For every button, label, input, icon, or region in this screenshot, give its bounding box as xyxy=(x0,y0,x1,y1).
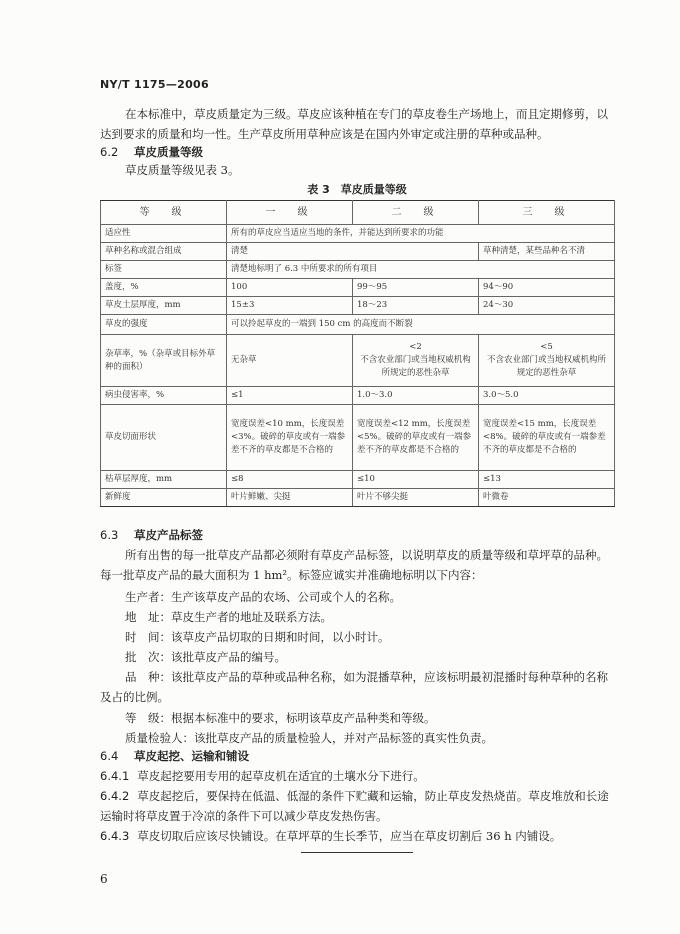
table-cell: 叶微卷 xyxy=(479,489,615,507)
section-6-3-paragraph: 所有出售的每一批草皮产品都必须附有草皮产品标签，以说明草皮的质量等级和草坪草的品种。每一批草皮产品的最大面积为 1 hm²。标签应诚实并准确地标明以下内容： xyxy=(100,548,608,582)
label-item: 时 间：该草皮产品切取的日期和时间，以小时计。 xyxy=(125,630,390,644)
table-cell: ≤10 xyxy=(353,471,479,489)
table-row xyxy=(101,297,615,315)
table-cell: 18～23 xyxy=(353,297,479,315)
header-cell: 二 级 xyxy=(353,201,479,225)
row-label: 新鲜度 xyxy=(101,489,227,507)
subsection-number: 6.4.2 xyxy=(100,789,130,803)
row-label: 杂草率，%（杂草或目标外草种的面积） xyxy=(101,335,227,387)
table-cell: 94～90 xyxy=(479,279,615,297)
row-label: 草皮土层厚度，mm xyxy=(101,297,227,315)
subsection-6-4-2 xyxy=(100,786,614,826)
table-row xyxy=(101,261,615,279)
table-cell: 草种清楚，某些品种名不清 xyxy=(479,243,615,261)
table-row xyxy=(101,387,615,405)
subsection-6-4-1 xyxy=(100,766,614,786)
subsection-text: 草皮起挖后，要保持在低温、低湿的条件下贮藏和运输，防止草皮发热烧苗。草皮堆放和长途运输时将草皮置于冷凉的条件下可以减少草皮发热伤害。 xyxy=(100,789,609,823)
table-cell: ≤8 xyxy=(227,471,353,489)
table-row xyxy=(101,279,615,297)
subsection-6-4-3 xyxy=(100,826,614,846)
table-cell: 宽度误差<15 mm，长度误差<8%。破碎的草皮或有一端参差不齐的草皮都是不合格的 xyxy=(479,405,615,471)
section-title: 草皮质量等级 xyxy=(134,145,203,159)
section-number: 6.2 xyxy=(100,145,119,159)
table-row xyxy=(101,225,615,243)
end-rule xyxy=(301,852,413,853)
table-cell: 3.0～5.0 xyxy=(479,387,615,405)
table-cell: 叶片不够尖挺 xyxy=(353,489,479,507)
section-number: 6.4 xyxy=(100,749,119,763)
weed-note: 不含农业部门或当地权威机构所规定的恶性杂草 xyxy=(360,355,471,378)
table-cell: 清楚 xyxy=(227,243,479,261)
label-item: 地 址：草皮生产者的地址及联系方法。 xyxy=(125,610,332,624)
label-item: 批 次：该批草皮产品的编号。 xyxy=(125,650,286,664)
row-label: 病虫侵害率，% xyxy=(101,387,227,405)
table-cell: 无杂草 xyxy=(227,335,353,387)
section-6-2-heading xyxy=(100,143,614,161)
label-item: 品 种：该批草皮产品的草种或品种名称，如为混播草种，应该标明最初混播时每种草种的名称及占的比例。 xyxy=(100,670,608,704)
table-row xyxy=(101,315,615,335)
table-cell: 可以拎起草皮的一端到 150 cm 的高度而不断裂 xyxy=(227,315,615,335)
section-6-4-heading xyxy=(100,747,614,765)
row-label: 枯草层厚度，mm xyxy=(101,471,227,489)
standard-code: NY/T 1175—2006 xyxy=(100,78,209,91)
table-cell: 100 xyxy=(227,279,353,297)
table-header-row xyxy=(101,201,615,225)
table-cell: ≤13 xyxy=(479,471,615,489)
subsection-text: 草皮起挖要用专用的起草皮机在适宜的土壤水分下进行。 xyxy=(137,769,425,783)
header-cell: 等 级 xyxy=(101,201,227,225)
table-cell xyxy=(353,335,479,387)
table-cell: 宽度误差<10 mm，长度误差<3%。破碎的草皮或有一端参差不齐的草皮都是不合格的 xyxy=(227,405,353,471)
table-caption: 表 3 草皮质量等级 xyxy=(307,183,407,196)
subsection-number: 6.4.1 xyxy=(100,769,130,783)
label-item: 等 级：根据本标准中的要求，标明该草皮产品种类和等级。 xyxy=(125,711,436,725)
table-row xyxy=(101,243,615,261)
row-label: 适应性 xyxy=(101,225,227,243)
table-cell: 24～30 xyxy=(479,297,615,315)
label-item: 质量检验人：该批草皮产品的质量检验人，并对产品标签的真实性负责。 xyxy=(125,731,493,745)
table-cell: 宽度误差<12 mm，长度误差<5%。破碎的草皮或有一端参差不齐的草皮都是不合格的 xyxy=(353,405,479,471)
table-row xyxy=(101,471,615,489)
table-cell: 叶片鲜嫩、尖挺 xyxy=(227,489,353,507)
section-title: 草皮产品标签 xyxy=(134,528,203,542)
table-cell: 15±3 xyxy=(227,297,353,315)
weed-limit: <2 xyxy=(409,342,422,352)
table-cell: 1.0～3.0 xyxy=(353,387,479,405)
grade-table xyxy=(100,200,615,507)
row-label: 标签 xyxy=(101,261,227,279)
row-label: 盖度，% xyxy=(101,279,227,297)
table-cell: ≤1 xyxy=(227,387,353,405)
header-cell: 三 级 xyxy=(479,201,615,225)
table-row xyxy=(101,335,615,387)
subsection-text: 草皮切取后应该尽快铺设。在草坪草的生长季节，应当在草皮切割后 36 h 内铺设。 xyxy=(137,829,562,843)
weed-note: 不含农业部门或当地权威机构所规定的恶性杂草 xyxy=(486,355,606,378)
table-cell xyxy=(479,335,615,387)
section-title: 草皮起挖、运输和铺设 xyxy=(134,749,249,763)
row-label: 草种名称或混合组成 xyxy=(101,243,227,261)
row-label: 草皮的强度 xyxy=(101,315,227,335)
intro-paragraph: 在本标准中，草皮质量定为三级。草皮应该种植在专门的草皮卷生产场地上，而且定期修剪，以达到要求的质量和均一性。生产草皮所用草种应该是在国内外审定或注册的草种或品种。 xyxy=(100,107,608,141)
row-label: 草皮切面形状 xyxy=(101,405,227,471)
table-row xyxy=(101,489,615,507)
label-item: 生产者：生产该草皮产品的农场、公司或个人的名称。 xyxy=(125,590,401,604)
table-cell: 99～95 xyxy=(353,279,479,297)
header-cell: 一 级 xyxy=(227,201,353,225)
section-number: 6.3 xyxy=(100,528,119,542)
weed-limit: <5 xyxy=(540,342,553,352)
page-number: 6 xyxy=(100,872,108,886)
table-cell: 清楚地标明了 6.3 中所要求的所有项目 xyxy=(227,261,615,279)
section-6-2-text: 草皮质量等级见表 3。 xyxy=(125,163,240,177)
subsection-number: 6.4.3 xyxy=(100,829,130,843)
table-cell: 所有的草皮应当适应当地的条件，并能达到所要求的功能 xyxy=(227,225,615,243)
section-6-3-heading xyxy=(100,526,614,544)
table-row xyxy=(101,405,615,471)
